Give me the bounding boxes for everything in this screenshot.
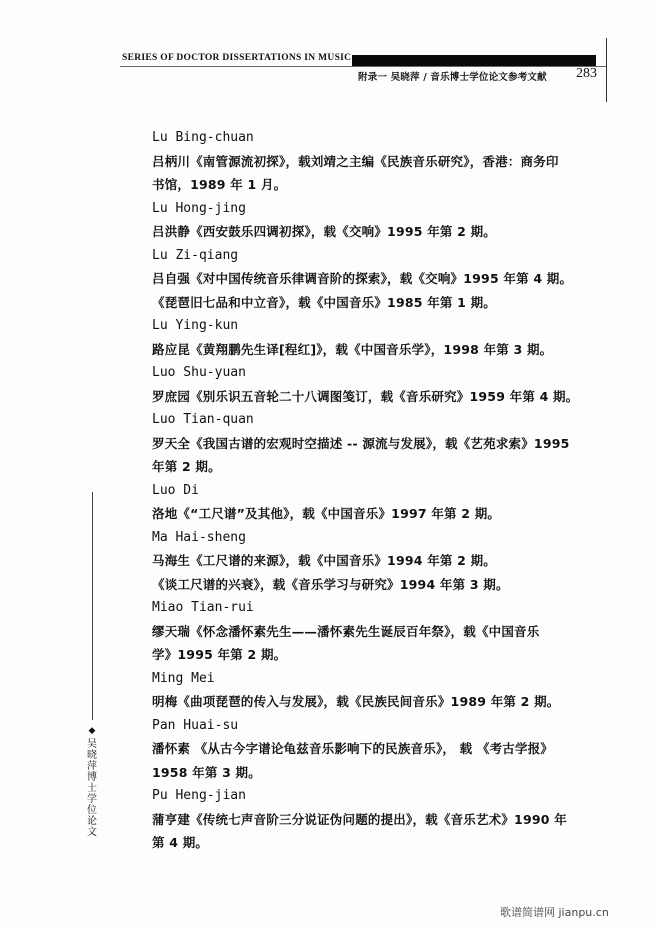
citation-line: 路应昆《黄翔鹏先生译[程红]》，载《中国音乐学》，1998 年第 3 期。 — [152, 341, 553, 357]
author-romanized-name: Lu Ying-kun — [152, 318, 239, 333]
reference-entry — [152, 314, 617, 361]
side-label — [84, 726, 100, 838]
citation-line: 1958 年第 3 期。 — [152, 764, 261, 780]
author-romanized-name: Lu Bing-chuan — [152, 130, 254, 145]
reference-entry — [152, 479, 617, 526]
author-romanized-name: Luo Tian-quan — [152, 412, 254, 427]
reference-entry — [152, 596, 617, 667]
author-romanized-name: Miao Tian-rui — [152, 600, 254, 615]
citation-line: 第 4 期。 — [152, 835, 209, 850]
reference-entry — [152, 408, 617, 479]
reference-entry — [152, 126, 617, 197]
citation-line: 《琵琶旧七品和中立音》，载《中国音乐》1985 年第 1 期。 — [152, 294, 496, 310]
citation-line: 蒲亨建《传统七声音阶三分说证伪问题的提出》，载《音乐艺术》1990 年 — [152, 811, 567, 827]
author-romanized-name: Lu Zi-qiang — [152, 247, 239, 263]
reference-entry — [152, 197, 617, 244]
reference-entry — [152, 244, 617, 315]
citation-line: 学》1995 年第 2 期。 — [152, 647, 287, 662]
author-romanized-name: Luo Di — [152, 482, 199, 498]
reference-entry — [152, 667, 617, 714]
header-bar — [352, 55, 596, 66]
author-romanized-name: Lu Hong-jing — [152, 200, 246, 216]
header-rule-horizontal — [120, 66, 606, 67]
citation-line: 书馆，1989 年 1 月。 — [152, 177, 287, 192]
watermark: 歌谱简谱网 jianpu.cn — [500, 906, 609, 919]
header-subtitle: 附录一 吴晓萍 / 音乐博士学位论文参考文献 — [358, 72, 547, 83]
citation-line: 吕柄川《南管源流初探》，载刘靖之主编《民族音乐研究》，香港：商务印 — [152, 153, 559, 169]
citation-line: 年第 2 期。 — [152, 459, 221, 474]
citation-line: 《谈工尺谱的兴衰》，载《音乐学习与研究》1994 年第 3 期。 — [152, 576, 509, 592]
author-romanized-name: Pu Heng-jian — [152, 788, 246, 803]
citation-line: 明梅《曲项琵琶的传入与发展》，载《民族民间音乐》1989 年第 2 期。 — [152, 694, 560, 709]
diamond-icon: ◆ — [88, 726, 96, 736]
page-number: 283 — [576, 66, 597, 81]
citation-line: 吕洪静《西安鼓乐四调初探》，载《交响》1995 年第 2 期。 — [152, 224, 496, 239]
author-romanized-name: Pan Huai-su — [152, 717, 239, 733]
series-title: SERIES OF DOCTOR DISSERTATIONS IN MUSIC — [122, 53, 352, 63]
citation-line: 潘怀素 《从古今字谱论龟兹音乐影响下的民族音乐》， 载 《考古学报》 — [152, 741, 554, 756]
side-label-text: 吴晓萍博士学位论文 — [87, 739, 97, 838]
citation-line: 洛地《“工尺谱”及其他》，载《中国音乐》1997 年第 2 期。 — [152, 506, 501, 521]
side-rule — [92, 492, 93, 720]
citation-line: 罗天全《我国古谱的宏观时空描述 -- 源流与发展》，载《艺苑求索》1995 — [152, 435, 570, 451]
citation-line: 马海生《工尺谱的来源》，载《中国音乐》1994 年第 2 期。 — [152, 553, 496, 568]
reference-entry — [152, 526, 617, 597]
author-romanized-name: Luo Shu-yuan — [152, 365, 246, 380]
citation-line: 缪天瑞《怀念潘怀素先生——潘怀素先生诞辰百年祭》，载《中国音乐 — [152, 623, 540, 639]
author-romanized-name: Ming Mei — [152, 670, 215, 686]
reference-entry — [152, 714, 617, 785]
citation-line: 吕自强《对中国传统音乐律调音阶的探索》，载《交响》1995 年第 4 期。 — [152, 271, 573, 286]
reference-list — [152, 126, 617, 855]
reference-entry — [152, 784, 617, 855]
citation-line: 罗庶园《别乐识五音轮二十八调图笺订，载《音乐研究》1959 年第 4 期。 — [152, 388, 579, 404]
reference-entry — [152, 361, 617, 408]
author-romanized-name: Ma Hai-sheng — [152, 529, 246, 545]
header-rule-vertical — [606, 38, 607, 102]
